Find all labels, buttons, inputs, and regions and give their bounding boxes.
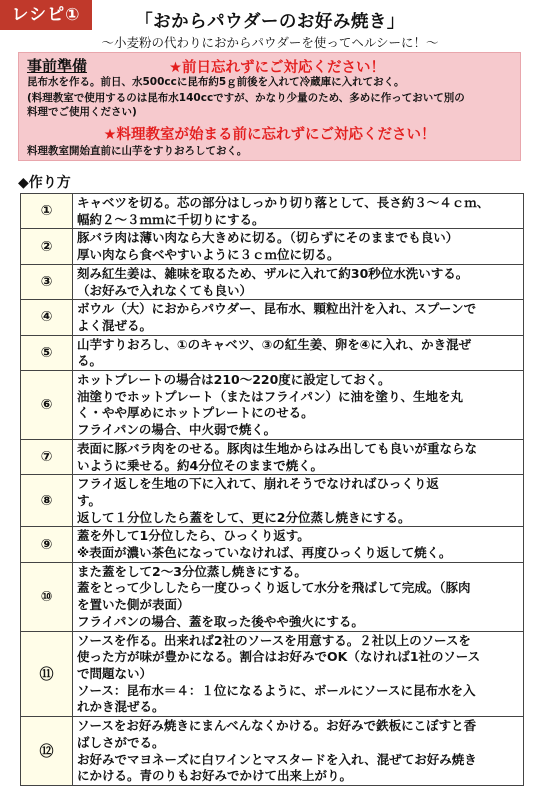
step-line: キャベツを切る。芯の部分はしっかり切り落として、長さ約３～４ｃｍ、 xyxy=(77,195,490,210)
step-line: 蓋をとって少ししたら一度ひっくり返して水分を飛ばして完成。（豚肉 xyxy=(77,580,471,596)
step-line: す。 xyxy=(77,492,102,508)
step-line: を置いた側が表面） xyxy=(77,597,190,613)
step-number: ④ xyxy=(21,300,73,335)
step-text xyxy=(73,194,524,229)
step-line: （お好みで入れなくても良い） xyxy=(77,282,253,298)
step-line: ソースを作る。出来れば2社のソースを用意する。２社以上のソースを xyxy=(77,632,471,648)
prep-line: 料理でご使用ください) xyxy=(27,106,137,118)
step-number: ⑪ xyxy=(21,631,73,717)
step-number: ⑫ xyxy=(21,717,73,786)
step-line: にかける。青のりもお好みでかけて出来上がり。 xyxy=(77,768,353,784)
step-text xyxy=(73,300,524,335)
step-line: ※表面が濃い茶色になっていなければ、再度ひっくり返して焼く。 xyxy=(77,545,452,561)
step-row xyxy=(21,264,524,299)
step-number: ③ xyxy=(21,264,73,299)
step-text xyxy=(73,264,524,299)
step-line: フライパンの場合、中火弱で焼く。 xyxy=(77,422,277,438)
step-line: また蓋をして2～3分位蒸し焼きにする。 xyxy=(77,563,307,579)
step-text xyxy=(73,717,524,786)
step-number: ① xyxy=(21,194,73,229)
howto-title: 作り方 xyxy=(28,175,71,191)
step-number: ⑩ xyxy=(21,562,73,631)
step-text xyxy=(73,439,524,474)
step-text xyxy=(73,229,524,264)
recipe-title: 「おからパウダーのお好み焼き」 xyxy=(135,12,405,32)
prep-last-line: 料理教室開始直前に山芋をすりおろしておく。 xyxy=(27,145,248,157)
step-text xyxy=(73,527,524,562)
step-line: 豚バラ肉は薄い肉なら大きめに切る。（切らずにそのままでも良い） xyxy=(77,230,459,246)
prep-warning-bottom: ★料理教室が始まる前に忘れずにご対応ください！ xyxy=(103,127,436,143)
step-line: ボウル（大）におからパウダー、昆布水、顆粒出汁を入れ、スプーンで xyxy=(77,301,477,317)
step-line: お好みでマヨネーズに白ワインとマスタードを入れ、混ぜてお好み焼き xyxy=(77,751,477,767)
step-line: いように乗せる。約4分位そのままで焼く。 xyxy=(77,457,323,473)
step-row xyxy=(21,527,524,562)
step-row xyxy=(21,631,524,717)
step-line: フライパンの場合、蓋を取った後やや強火にする。 xyxy=(77,613,364,629)
step-line: ソースをお好み焼きにまんべんなくかける。お好みで鉄板にこぼすと香 xyxy=(77,718,477,734)
step-row xyxy=(21,194,524,229)
step-number: ⑦ xyxy=(21,439,73,474)
step-line: 油塗りでホットプレート（またはフライパン）に油を塗り、生地を丸 xyxy=(77,388,464,404)
step-row xyxy=(21,475,524,527)
step-line: フライ返しを生地の下に入れて、崩れそうでなければひっくり返 xyxy=(77,476,439,492)
step-row xyxy=(21,439,524,474)
step-line: で問題ない） xyxy=(77,665,153,681)
step-number: ⑧ xyxy=(21,475,73,527)
step-text xyxy=(73,335,524,370)
step-line: 厚い肉なら食べやすいように３ｃｍ位に切る。 xyxy=(77,247,340,263)
step-line: 使った方が味が豊かになる。割合はお好みでOK（なければ1社のソース xyxy=(77,649,481,665)
step-row xyxy=(21,229,524,264)
step-line: 山芋すりおろし、①のキャベツ、③の紅生姜、卵を④に入れ、かき混ぜ xyxy=(77,336,472,352)
recipe-badge: レシピ① xyxy=(0,0,92,30)
diamond-icon: ◆ xyxy=(18,175,29,191)
step-row xyxy=(21,717,524,786)
prep-warning-top: ★前日忘れずにご対応ください！ xyxy=(169,60,385,76)
step-row xyxy=(21,371,524,440)
step-line: 蓋を外して1分位したら、ひっくり返す。 xyxy=(77,528,310,544)
step-text xyxy=(73,562,524,631)
step-row xyxy=(21,300,524,335)
step-row xyxy=(21,335,524,370)
prep-heading: 事前準備 xyxy=(27,57,88,75)
step-row xyxy=(21,562,524,631)
prep-line: (料理教室で使用するのは昆布水140ccですが、かなり少量のため、多めに作っておいて別の xyxy=(27,92,465,104)
step-number: ⑨ xyxy=(21,527,73,562)
step-line: 刻み紅生姜は、雑味を取るため、ザルに入れて約30秒位水洗いする。 xyxy=(77,265,469,281)
prep-box xyxy=(18,52,521,161)
recipe-subtitle: ～小麦粉の代わりにおからパウダーを使ってヘルシーに！～ xyxy=(101,35,439,50)
step-line: 返して１分位したら蓋をして、更に2分位蒸し焼きにする。 xyxy=(77,509,411,525)
step-line: ばしさがでる。 xyxy=(77,734,165,750)
step-line: ソース：昆布水＝４：１位になるように、ボールにソースに昆布水を入 xyxy=(77,682,476,698)
step-line: 幅約２～３ｍｍに千切りにする。 xyxy=(77,211,265,227)
step-number: ⑤ xyxy=(21,335,73,370)
prep-line: 昆布水を作る。前日、水500ccに昆布約5ｇ前後を入れて冷蔵庫に入れておく。 xyxy=(27,76,405,88)
step-number: ② xyxy=(21,229,73,264)
step-line: 表面に豚バラ肉をのせる。豚肉は生地からはみ出しても良いが重ならな xyxy=(77,440,478,456)
steps-table xyxy=(20,193,524,786)
step-text xyxy=(73,371,524,440)
step-line: よく混ぜる。 xyxy=(77,317,153,333)
step-text xyxy=(73,631,524,717)
step-number: ⑥ xyxy=(21,371,73,440)
howto-heading xyxy=(18,172,71,192)
step-line: る。 xyxy=(77,353,103,369)
step-text xyxy=(73,475,524,527)
step-line: ホットプレートの場合は210～220度に設定しておく。 xyxy=(77,372,391,388)
step-line: れかき混ぜる。 xyxy=(77,699,165,715)
step-line: く・やや厚めにホットプレートにのせる。 xyxy=(77,405,314,421)
